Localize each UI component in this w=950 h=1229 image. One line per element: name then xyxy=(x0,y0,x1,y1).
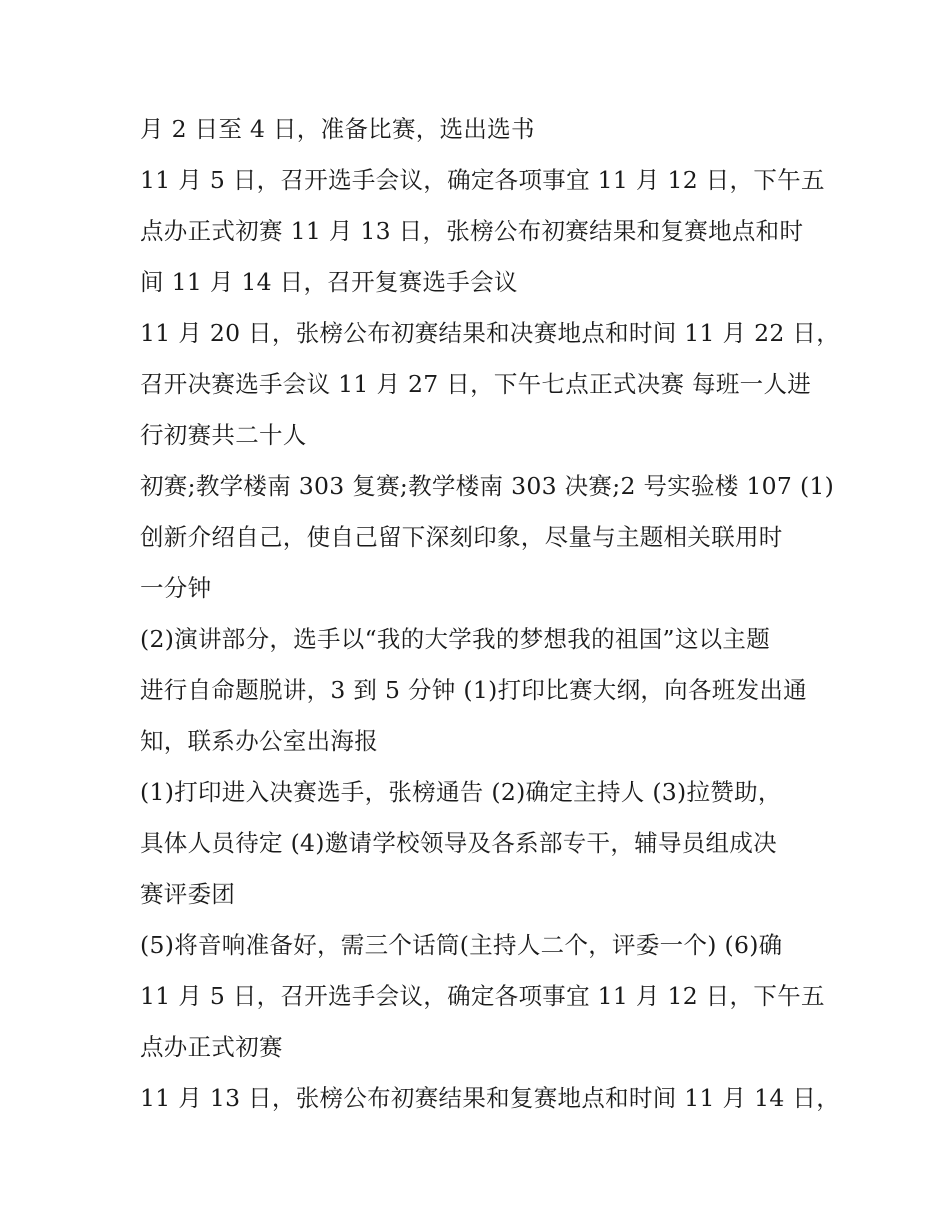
text-line: 创新介绍自己，使自己留下深刻印象，尽量与主题相关联用时 xyxy=(140,523,783,551)
text-line: (2)演讲部分，选手以“我的大学我的梦想我的祖国”这以主题 xyxy=(140,625,771,653)
text-line: 11 月 20 日，张榜公布初赛结果和决赛地点和时间 11 月 22 日， xyxy=(140,319,840,347)
text-line: (5)将音响准备好，需三个话筒(主持人二个，评委一个) (6)确 xyxy=(140,931,783,959)
text-line: 具体人员待定 (4)邀请学校领导及各系部专干，辅导员组成决 xyxy=(140,829,777,857)
text-line: 11 月 13 日，张榜公布初赛结果和复赛地点和时间 11 月 14 日， xyxy=(140,1084,840,1112)
text-line: 知，联系办公室出海报 xyxy=(140,727,378,755)
text-line: (1)打印进入决赛选手，张榜通告 (2)确定主持人 (3)拉赞助， xyxy=(140,778,782,806)
text-line: 11 月 5 日，召开选手会议，确定各项事宜 11 月 12 日，下午五 xyxy=(140,982,825,1010)
text-line: 行初赛共二十人 xyxy=(140,421,307,449)
text-line: 赛评委团 xyxy=(140,880,236,908)
text-line: 初赛;教学楼南 303 复赛;教学楼南 303 决赛;2 号实验楼 107 (1) xyxy=(140,472,835,500)
text-line: 召开决赛选手会议 11 月 27 日，下午七点正式决赛 每班一人进 xyxy=(140,370,812,398)
text-line: 点办正式初赛 11 月 13 日，张榜公布初赛结果和复赛地点和时 xyxy=(140,217,804,245)
document-body xyxy=(140,104,840,1124)
text-line: 点办正式初赛 xyxy=(140,1033,283,1061)
text-line: 11 月 5 日，召开选手会议，确定各项事宜 11 月 12 日，下午五 xyxy=(140,166,825,194)
text-line: 月 2 日至 4 日，准备比赛，选出选书 xyxy=(140,115,535,143)
text-line: 间 11 月 14 日，召开复赛选手会议 xyxy=(140,268,518,296)
text-line: 进行自命题脱讲，3 到 5 分钟 (1)打印比赛大纲，向各班发出通 xyxy=(140,676,807,704)
text-line: 一分钟 xyxy=(140,574,212,602)
